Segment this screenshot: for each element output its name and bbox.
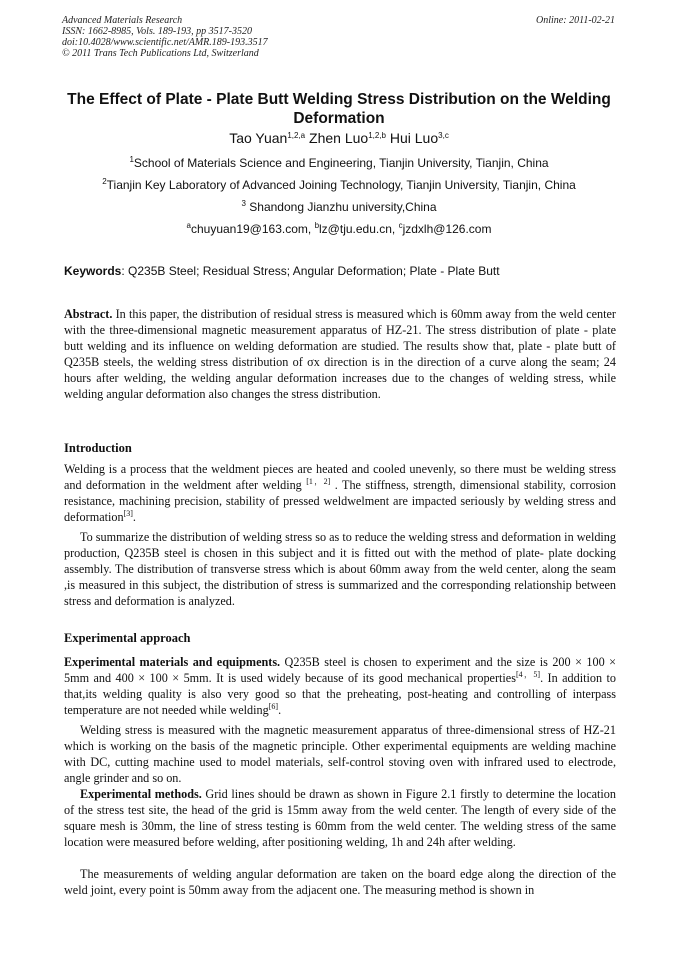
email-line xyxy=(40,222,638,237)
citation: [6] xyxy=(268,702,279,711)
intro-paragraph-2: To summarize the distribution of welding stress so as to reduce the welding stress and deformation in welding production, Q235B steel is chosen in this subject and it is fitted out with the method of plate- plate docking assembly. The distribution of transverse stress which is about 60mm away from the weld center, along the seam ,is measured in this subject, the distribution of stress is summarized and the corresponding relationship between stress and deformation is analyzed. xyxy=(64,530,616,608)
measurement-paragraph: The measurements of welding angular deformation are taken on the board edge along the direction of the weld joint, every point is 50mm away from the adjacent one. The measuring method is shown in xyxy=(64,867,616,897)
affiliation-sup: 2 xyxy=(102,177,107,186)
methods-label: Experimental methods. xyxy=(80,787,202,801)
intro-text: Welding is a process that the weldment pieces are heated and cooled unevenly, so there must be welding stress and deformation in the weldment after welding xyxy=(64,462,616,492)
affiliation-text: Tianjin Key Laboratory of Advanced Joining Technology, Tianjin University, Tianjin, China xyxy=(106,178,576,192)
materials-text: Q235B steel is chosen to experiment and the size is 200 × 100 × 5mm and 400 × 100 × 5mm. It is used widely because of its good mechanical properties xyxy=(64,655,616,685)
affiliation-text: Shandong Jianzhu university,China xyxy=(245,200,437,214)
paper-title: The Effect of Plate - Plate Butt Welding Stress Distribution on the Welding Deformation xyxy=(67,91,611,127)
abstract-label: Abstract. xyxy=(64,307,113,321)
email-text: jzdxlh@126.com xyxy=(402,222,492,236)
affiliation-text: School of Materials Science and Engineering, Tianjin University, Tianjin, China xyxy=(133,156,549,170)
issn-line: ISSN: 1662-8985, Vols. 189-193, pp 3517-3520 xyxy=(62,26,252,37)
email-sup: c xyxy=(398,221,403,230)
affiliation-1 xyxy=(40,156,638,171)
materials-paragraph xyxy=(64,654,616,718)
keywords xyxy=(64,264,616,279)
equipment-paragraph: Welding stress is measured with the magnetic measurement apparatus of three-dimensional stress of HZ-21 which is working on the basis of the magnetic principle. Other experimental equipments are welding machine with DC, cutting machine used to model materials, self-control stoving oven with infrared used to electrode, angle grinder and so on. xyxy=(64,723,616,785)
affiliation-sup: 3 xyxy=(241,199,246,208)
materials-text: . xyxy=(278,703,282,717)
online-date: Online: 2011-02-21 xyxy=(536,15,615,26)
email-text: chuyuan19@163.com, xyxy=(190,222,315,236)
author-name: Tao Yuan xyxy=(229,130,288,146)
citation: [4，5] xyxy=(515,670,541,679)
author-name: Hui Luo xyxy=(389,130,439,146)
materials-label: Experimental materials and equipments. xyxy=(64,655,281,669)
keywords-label: Keywords xyxy=(64,264,122,278)
materials-text: . In addition to that,its welding quality is also very good so that the preheating, post-heating and controlling of interpass temperature are not needed while welding xyxy=(64,671,616,717)
methods-text: Grid lines should be drawn as shown in Figure 2.1 firstly to determine the location of the stress test site, the head of the grid is 15mm away from the weld center. The length of every side of the square mesh is 30mm, the line of stress testing is 60mm from the weld center. The welding stress of the same location were measured before welding, after positioning welding, 1h and 24h after welding. xyxy=(64,787,616,849)
author-sup: 3,c xyxy=(438,131,449,140)
abstract xyxy=(64,306,616,402)
email-text: lz@tju.edu.cn, xyxy=(319,222,399,236)
author-sup: 1,2,b xyxy=(368,131,386,140)
citation: [1，2] xyxy=(306,477,331,486)
journal-header xyxy=(62,15,268,59)
affiliation-sup: 1 xyxy=(129,155,134,164)
email-sup: a xyxy=(186,221,191,230)
citation: [3] xyxy=(123,509,133,518)
author-list xyxy=(40,129,638,147)
keywords-text: : Q235B Steel; Residual Stress; Angular Deformation; Plate - Plate Butt xyxy=(121,264,500,278)
intro-text: . The stiffness, strength, dimensional stability, corrosion resistance, machining precision, stability of pressed weldwelment are impacted seriously by welding stress and deformation xyxy=(64,478,616,524)
experimental-heading: Experimental approach xyxy=(64,631,191,645)
doi-line: doi:10.4028/www.scientific.net/AMR.189-193.3517 xyxy=(62,37,268,48)
author-name: Zhen Luo xyxy=(309,130,369,146)
methods-paragraph xyxy=(64,786,616,850)
intro-text: . xyxy=(132,510,136,524)
affiliation-3 xyxy=(40,200,638,215)
intro-paragraph-1 xyxy=(64,461,616,525)
affiliation-2 xyxy=(40,178,638,193)
email-sup: b xyxy=(314,221,320,230)
author-sup: 1,2,a xyxy=(287,131,306,140)
journal-name: Advanced Materials Research xyxy=(62,15,183,26)
introduction-heading: Introduction xyxy=(64,441,132,455)
abstract-text: In this paper, the distribution of residual stress is measured which is 60mm away from the weld center with the three-dimensional magnetic measurement apparatus of HZ-21. The stress distribution of plate - plate butt welding and its influence on welding deformation are studied. The results show that, plate - plate butt of Q235B steels, the welding stress distribution of σx direction is in the direction of a curve along the seam; 24 hours after welding, the welding angular deformation increases due to the changes of welding stress, while welding angular deformation also changes the stress distribution. xyxy=(64,307,616,401)
copyright-line: © 2011 Trans Tech Publications Ltd, Switzerland xyxy=(62,48,259,59)
